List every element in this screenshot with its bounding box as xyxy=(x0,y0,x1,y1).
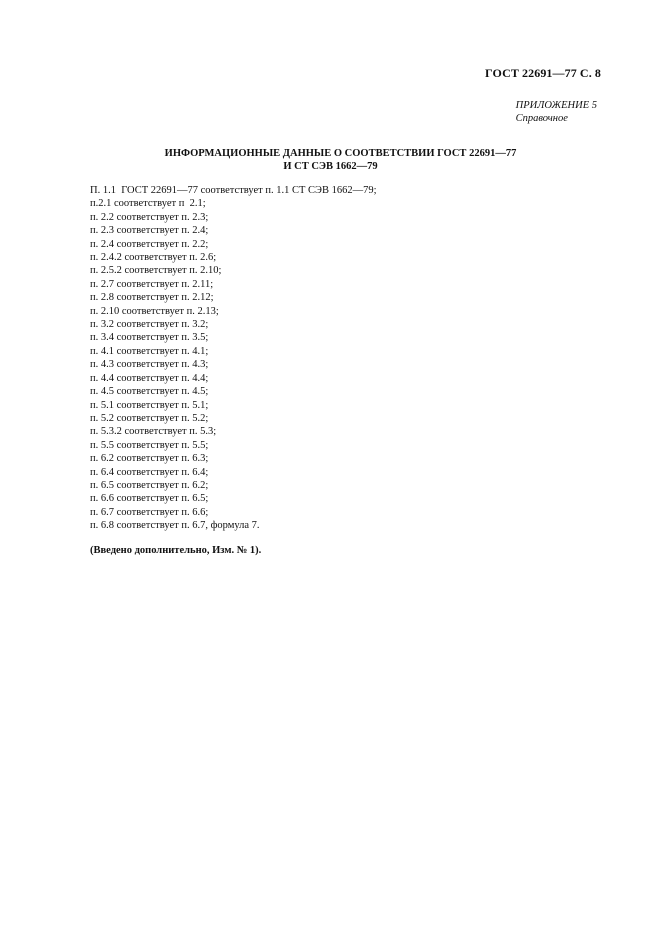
list-item: п. 4.4 соответствует п. 4.4; xyxy=(90,372,209,384)
list-item: п. 5.2 соответствует п. 5.2; xyxy=(90,412,209,424)
list-item: п. 2.4.2 соответствует п. 2.6; xyxy=(90,252,217,264)
list-item: п. 6.2 соответствует п. 6.3; xyxy=(90,453,209,465)
title-line-1: ИНФОРМАЦИОННЫЕ ДАННЫЕ О СООТВЕТСТВИИ ГОСТ 22691—77 xyxy=(164,148,517,159)
list-item: п. 5.5 соответствует п. 5.5; xyxy=(90,439,209,451)
document-code-header: ГОСТ 22691—77 С. 8 xyxy=(485,66,601,80)
list-item: п. 6.4 соответствует п. 6.4; xyxy=(90,466,209,478)
list-item: п. 2.5.2 соответствует п. 2.10; xyxy=(90,265,222,277)
list-item: п. 4.3 соответствует п. 4.3; xyxy=(90,359,209,371)
list-item: п. 2.4 соответствует п. 2.2; xyxy=(90,238,209,250)
appendix-type: Справочное xyxy=(515,113,568,124)
list-item: п. 2.3 соответствует п. 2.4; xyxy=(90,225,209,237)
list-item: п. 5.3.2 соответствует п. 5.3; xyxy=(90,426,217,438)
list-item: п. 2.7 соответствует п. 2.11; xyxy=(90,278,214,290)
list-item: п. 2.10 соответствует п. 2.13; xyxy=(90,305,219,317)
list-item: п. 6.5 соответствует п. 6.2; xyxy=(90,479,209,491)
list-item: п. 3.2 соответствует п. 3.2; xyxy=(90,319,209,331)
list-item: п.2.1 соответствует п 2.1; xyxy=(90,198,206,210)
list-item: П. 1.1 ГОСТ 22691—77 соответствует п. 1.1 СТ СЭВ 1662—79; xyxy=(90,185,377,196)
list-item: п. 2.2 соответствует п. 2.3; xyxy=(90,211,209,223)
section-title xyxy=(0,147,661,173)
appendix-block xyxy=(516,99,597,125)
amendment-note: (Введено дополнительно, Изм. № 1). xyxy=(90,545,262,556)
list-item: п. 6.7 соответствует п. 6.6; xyxy=(90,506,209,518)
list-item: п. 4.1 соответствует п. 4.1; xyxy=(90,345,209,357)
correspondence-list xyxy=(90,184,610,533)
list-item: п. 4.5 соответствует п. 4.5; xyxy=(90,386,209,398)
list-item: п. 6.6 соответствует п. 6.5; xyxy=(90,493,209,505)
list-item: п. 6.8 соответствует п. 6.7, формула 7. xyxy=(90,520,260,532)
appendix-label: ПРИЛОЖЕНИЕ 5 xyxy=(515,100,597,111)
list-item: п. 3.4 соответствует п. 3.5; xyxy=(90,332,209,344)
list-item: п. 2.8 соответствует п. 2.12; xyxy=(90,292,214,304)
title-line-2: И СТ СЭВ 1662—79 xyxy=(283,161,378,172)
list-item: п. 5.1 соответствует п. 5.1; xyxy=(90,399,209,411)
